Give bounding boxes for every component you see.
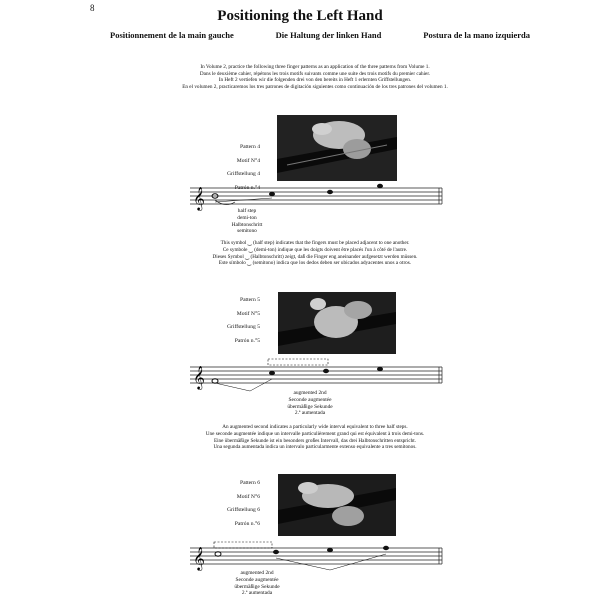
pattern-4-hand-photo (277, 115, 397, 181)
caption-line: übermäßige Sekunde (287, 403, 333, 410)
paragraph-line: Dieses Symbol ‿ (Halbtonschritt) zeigt, daß die Finger eng aneinander aufgesetzt werden müssen. (212, 253, 418, 260)
caption-line: demi-ton (237, 214, 257, 221)
caption-line: 2.ª aumentada (241, 590, 273, 597)
paragraph-line: This symbol ‿ (half step) indicates that the fingers must be placed adjacent to one another. (220, 240, 410, 246)
treble-clef: 𝄞 (193, 548, 205, 570)
caption-line: Seconde augmentée (235, 576, 279, 583)
caption-line: semitono (237, 228, 257, 235)
pattern-4-explanation (170, 240, 460, 267)
pattern-label: Patrón n.°5 (234, 337, 260, 344)
pattern-label: Patrón n.°6 (234, 520, 260, 527)
pattern-6-caption (222, 570, 292, 597)
augmented-second-bracket (268, 359, 328, 365)
page-title: Positioning the Left Hand (217, 8, 383, 24)
subtitle-french: Positionnement de la main gauche (110, 30, 234, 40)
caption-line: augmented 2nd (293, 390, 327, 396)
subtitle-row (110, 30, 530, 40)
paragraph-line: Eine übermäßige Sekunde ist ein besonders großes Intervall, das drei Halbtonschritten entspricht. (213, 437, 417, 444)
pattern-5-hand-photo (278, 292, 396, 354)
pattern-label: Pattern 6 (239, 480, 260, 486)
caption-line: Seconde augmentée (288, 396, 332, 403)
pattern-label: Motif N°6 (236, 493, 260, 500)
pattern-label: Griffstellung 6 (227, 507, 260, 513)
caption-line: half step (237, 208, 257, 214)
pattern-label: Pattern 5 (239, 297, 260, 303)
pattern-5-staff (190, 357, 450, 393)
intro-line-german: In Heft 2 vertiefen wir die folgenden drei von den bereits in Heft 1 erlernten Griffstellungen. (218, 77, 412, 83)
pattern-5-caption (270, 390, 350, 417)
paragraph-line: An augmented second indicates a particularly wide interval equivalent to three half steps. (222, 424, 408, 430)
augmented-second-bracket (214, 542, 272, 548)
pattern-label: Griffstellung 4 (227, 171, 260, 177)
paragraph-line: Una segunda aumentada indica un intervalo particularmente extenso equivalente a tres semitonos. (213, 444, 417, 451)
paragraph-line: Une seconde augmentée indique un intervalle particulièrement grand qui est équivalent à trois demi-tons. (205, 430, 425, 437)
treble-clef: 𝄞 (193, 188, 205, 210)
pattern-4-caption (222, 208, 272, 235)
page-number: 8 (90, 3, 95, 13)
pattern-label: Griffstellung 5 (227, 324, 260, 330)
pattern-label: Motif N°5 (236, 310, 260, 317)
hand-on-violin-image (278, 292, 396, 354)
pattern-6-labels (200, 481, 260, 535)
paragraph-line: Ce symbole ‿ (demi-ton) indique que les doigts doivent être placés l'un à côté de l'autre. (222, 246, 408, 253)
subtitle-spanish: Postura de la mano izquierda (423, 30, 530, 40)
pattern-6-hand-photo (278, 474, 396, 536)
intro-line-english: In Volume 2, practice the following three finger patterns as an application of the three patterns from Volume 1. (200, 64, 430, 70)
pattern-label: Pattern 4 (239, 144, 260, 150)
pattern-label: Patrón n.°4 (234, 184, 260, 191)
intro-paragraph (120, 64, 510, 90)
caption-line: übermäßige Sekunde (234, 583, 280, 590)
hand-on-violin-image (277, 115, 397, 181)
subtitle-german: Die Haltung der linken Hand (275, 30, 382, 40)
pattern-label: Motif N°4 (236, 157, 260, 164)
caption-line: Halbtonschritt (231, 221, 263, 228)
paragraph-line: Este símbolo ‿ (semitono) indica que los dedos deben ser ubicados adyacentes unos a otros. (218, 260, 412, 267)
caption-line: 2.ª aumentada (294, 410, 326, 417)
hand-on-violin-image (278, 474, 396, 536)
caption-line: augmented 2nd (240, 570, 274, 576)
treble-clef: 𝄞 (193, 367, 205, 389)
intro-line-french: Dans le deuxième cahier, répétons les trois motifs suivants comme une suite des trois motifs du premier cahier. (199, 70, 431, 77)
intro-line-spanish: En el volumen 2, practicaremos los tres patrones de digitación siguientes como continuación de los tres patrones del volumen 1. (182, 83, 448, 90)
pattern-6-staff (190, 538, 450, 574)
pattern-5-labels (200, 298, 260, 352)
pattern-5-explanation (160, 424, 470, 451)
